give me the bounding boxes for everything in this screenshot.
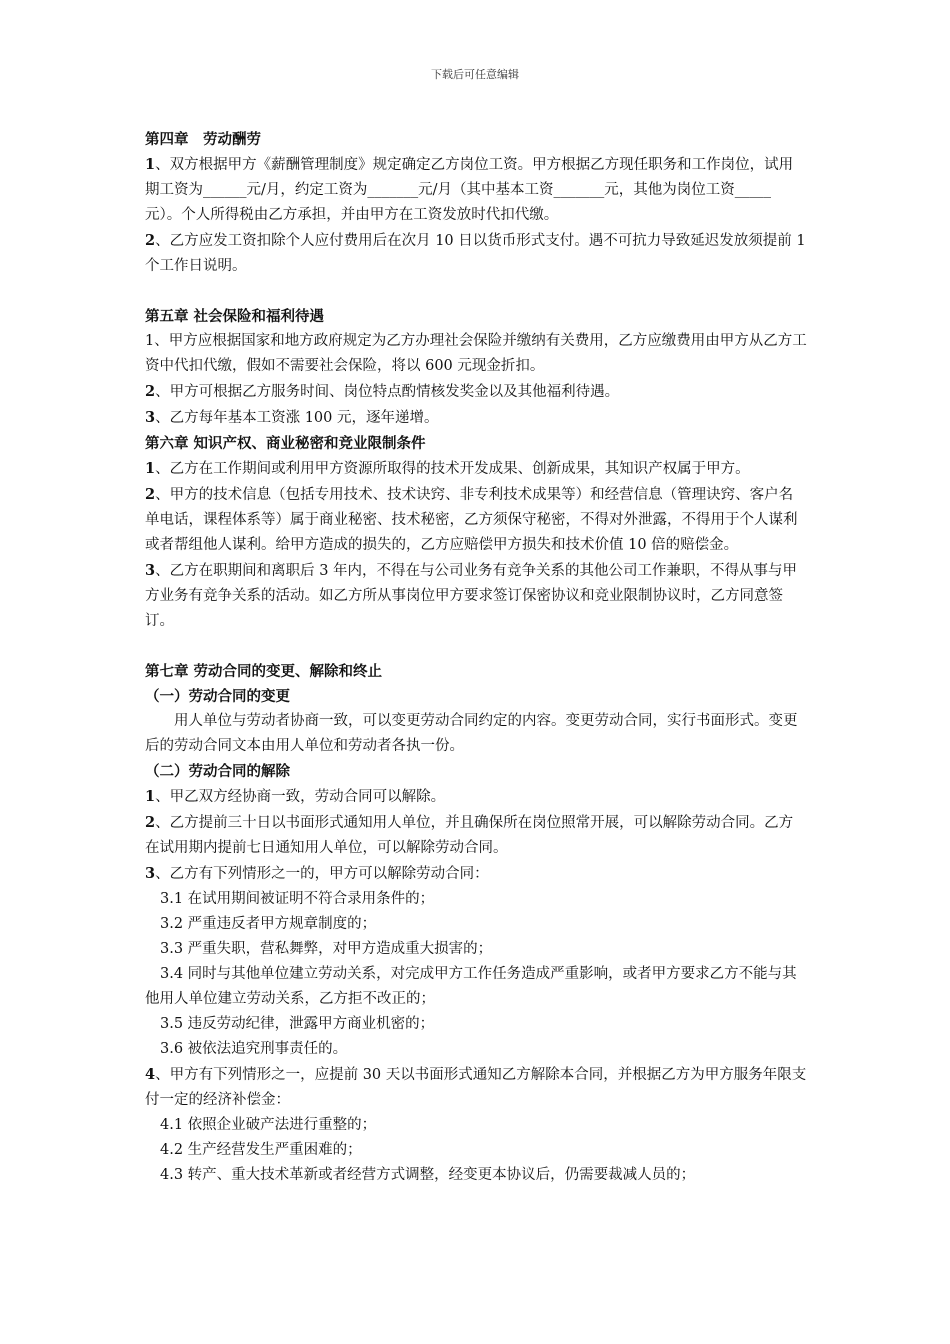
list-item: 3.1 在试用期间被证明不符合录用条件的； (160, 891, 435, 907)
section-2-title: （二）劳动合同的解除 (145, 763, 290, 780)
item-number: 4 (145, 1066, 156, 1083)
chapter-6-title: 第六章 知识产权、商业秘密和竞业限制条件 (145, 435, 426, 452)
chapter-7-title: 第七章 劳动合同的变更、解除和终止 (145, 663, 383, 680)
list-item: 3.5 违反劳动纪律，泄露甲方商业机密的； (160, 1016, 435, 1032)
spacer (145, 634, 807, 659)
item-number: 2 (145, 486, 156, 503)
chapter-7-paragraph-1 (145, 784, 807, 810)
list-item: 3.2 严重违反者甲方规章制度的； (160, 916, 377, 932)
item-number: 3 (145, 865, 156, 882)
section-1-text: 用人单位与劳动者协商一致，可以变更劳动合同约定的内容。变更劳动合同，实行书面形式。变更后的劳动合同文本由用人单位和劳动者各执一份。 (145, 713, 798, 754)
list-item: 4.2 生产经营发生严重困难的； (160, 1142, 362, 1158)
item-number: 1 (145, 460, 156, 477)
item-number: 2 (145, 814, 156, 831)
item-number: 1 (145, 156, 156, 173)
chapter-4-title: 第四章 劳动酬劳 (145, 131, 261, 148)
chapter-6-paragraph-1 (145, 456, 807, 482)
item-number: 1 (145, 788, 156, 805)
chapter-6-paragraph-3 (145, 558, 807, 634)
item-number: 2 (145, 232, 156, 249)
list-item: 3.4 同时与其他单位建立劳动关系，对完成甲方工作任务造成严重影响，或者甲方要求乙方不能与其他用人单位建立劳动关系，乙方拒不改正的； (145, 966, 797, 1007)
list-item: 4.1 依照企业破产法进行重整的； (160, 1117, 377, 1133)
list-item: 3.3 严重失职，营私舞弊，对甲方造成重大损害的； (160, 941, 493, 957)
chapter-5-paragraph-1: 1、甲方应根据国家和地方政府规定为乙方办理社会保险并缴纳有关费用，乙方应缴费用由甲方从乙方工资中代扣代缴，假如不需要社会保险，将以 600 元现金折扣。 (145, 333, 807, 374)
paragraph-text: 、乙方有下列情形之一的，甲方可以解除劳动合同： (155, 866, 489, 882)
chapter-5-paragraph-2 (145, 379, 807, 405)
list-item: 4.3 转产、重大技术革新或者经营方式调整，经变更本协议后，仍需要裁减人员的； (160, 1167, 696, 1183)
list-item: 3.6 被依法追究刑事责任的。 (160, 1041, 348, 1057)
paragraph-text: 、乙方提前三十日以书面形式通知用人单位，并且确保所在岗位照常开展，可以解除劳动合同。乙方在试用期内提前七日通知用人单位，可以解除劳动合同。 (145, 815, 794, 856)
paragraph-text: 、甲乙双方经协商一致，劳动合同可以解除。 (155, 789, 446, 805)
page-header: 下载后可任意编辑 (431, 68, 519, 81)
chapter-4-paragraph-2 (145, 228, 807, 279)
paragraph-text: 、双方根据甲方《薪酬管理制度》规定确定乙方岗位工资。甲方根据乙方现任职务和工作岗位，试用期工资为______元/月，约定工资为_______元/月（其中基本工资_______元，其他为岗位工资_____元）。个人所得税由乙方承担，并由甲方在工资发放时代扣代缴。 (145, 157, 794, 223)
item-number: 3 (145, 409, 156, 426)
item-number: 3 (145, 562, 156, 579)
chapter-7-paragraph-3 (145, 861, 807, 887)
paragraph-text: 、乙方每年基本工资涨 100 元，逐年递增。 (155, 410, 439, 426)
paragraph-text: 、甲方可根据乙方服务时间、岗位特点酌情核发奖金以及其他福利待遇。 (155, 384, 620, 400)
document-body (145, 127, 807, 1188)
chapter-6-paragraph-2 (145, 482, 807, 558)
chapter-7-paragraph-2 (145, 810, 807, 861)
paragraph-text: 、乙方在职期间和离职后 3 年内，不得在与公司业务有竞争关系的其他公司工作兼职，不得从事与甲方业务有竞争关系的活动。如乙方所从事岗位甲方要求签订保密协议和竞业限制协议时，乙方同意签订。 (145, 563, 798, 629)
paragraph-text: 、乙方在工作期间或利用甲方资源所取得的技术开发成果、创新成果，其知识产权属于甲方。 (155, 461, 750, 477)
paragraph-text: 、甲方有下列情形之一，应提前 30 天以书面形式通知乙方解除本合同，并根据乙方为甲方服务年限支付一定的经济补偿金： (145, 1067, 807, 1108)
chapter-5-paragraph-3 (145, 405, 807, 431)
spacer (145, 279, 807, 304)
paragraph-text: 、甲方的技术信息（包括专用技术、技术诀窍、非专利技术成果等）和经营信息（管理诀窍、客户名单电话，课程体系等）属于商业秘密、技术秘密，乙方须保守秘密，不得对外泄露，不得用于个人谋利或者帮组他人谋利。给甲方造成的损失的，乙方应赔偿甲方损失和技术价值 10 倍的赔偿金。 (145, 487, 798, 553)
chapter-5-title: 第五章 社会保险和福利待遇 (145, 308, 325, 325)
item-number: 2 (145, 383, 156, 400)
chapter-4-paragraph-1 (145, 152, 807, 228)
section-1-title: （一）劳动合同的变更 (145, 688, 290, 705)
paragraph-text: 、乙方应发工资扣除个人应付费用后在次月 10 日以货币形式支付。遇不可抗力导致延迟发放须提前 1 个工作日说明。 (145, 233, 806, 274)
chapter-7-paragraph-4 (145, 1062, 807, 1113)
